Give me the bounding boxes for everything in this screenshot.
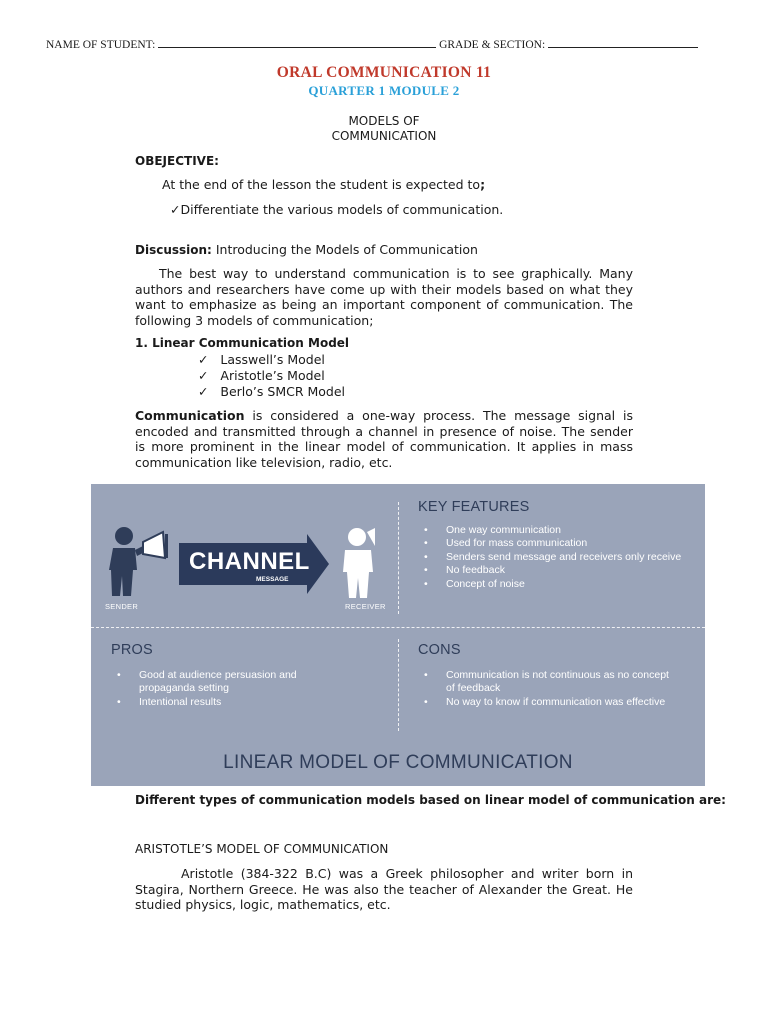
receiver-figure-icon: [335, 524, 391, 604]
discussion-line: [135, 242, 478, 259]
list-item: • Communication is not continuous as no concept of feedback: [418, 669, 678, 696]
aristotle-paragraph: Aristotle (384-322 B.C) was a Greek philosopher and writer born in Stagira, Northern Greece. He was also the teacher of Alexander the Great. He studied physics, logic, mathematics, etc.: [135, 866, 633, 912]
cons-title: CONS: [418, 642, 461, 658]
list-item: • Good at audience persuasion and propaganda setting: [111, 669, 351, 696]
course-title: ORAL COMMUNICATION 11: [276, 64, 492, 81]
objective-item: ✓Differentiate the various models of communication.: [170, 202, 504, 217]
linear-model-item-label: Lasswell’s Model: [220, 352, 325, 367]
objective-intro-punct: ;: [480, 177, 486, 192]
list-item: • No feedback: [418, 564, 698, 577]
pros-title: PROS: [111, 642, 153, 658]
list-item: • One way communication: [418, 524, 698, 537]
list-item: • Intentional results: [111, 696, 351, 709]
linear-model-infographic: [91, 484, 705, 786]
linear-model-item: ✓ Lasswell’s Model: [198, 352, 325, 367]
discussion-topic: Introducing the Models of Communication: [211, 242, 478, 257]
linear-model-item-label: Berlo’s SMCR Model: [220, 384, 346, 399]
student-name-label: NAME OF STUDENT:: [46, 39, 156, 51]
list-item: • Senders send message and receivers only receive: [418, 551, 698, 564]
student-name-blank: [158, 38, 436, 48]
message-label: MESSAGE: [256, 576, 289, 583]
objective-intro-text: At the end of the lesson the student is expected to: [162, 177, 481, 192]
student-info-line: [46, 38, 722, 51]
discussion-paragraph: The best way to understand communication is to see graphically. Many authors and researchers have come up with their models based on what they want to emphasize as being an important component of communication. The following 3 models of communication;: [135, 266, 633, 328]
discussion-label: Discussion:: [135, 243, 212, 257]
grade-section-blank: [548, 38, 698, 48]
model-types-heading: Different types of communication models based on linear model of communication are:: [135, 793, 726, 807]
channel-label: CHANNEL: [189, 548, 310, 575]
objective-intro: [162, 177, 485, 193]
infographic-footer-title: LINEAR MODEL OF COMMUNICATION: [223, 752, 573, 773]
linear-model-item-label: Aristotle’s Model: [220, 368, 325, 383]
cons-list: [418, 669, 678, 709]
divider-horizontal: [91, 627, 705, 628]
communication-term: Communication: [135, 408, 245, 423]
grade-section-label: GRADE & SECTION:: [439, 39, 546, 51]
aristotle-heading: ARISTOTLE’S MODEL OF COMMUNICATION: [135, 842, 389, 856]
module-title: QUARTER 1 MODULE 2: [308, 83, 460, 98]
list-item: • Concept of noise: [418, 578, 698, 591]
communication-description-text: is considered a one-way process. The message signal is encoded and transmitted through a channel in presence of noise. The sender is more prominent in the linear model of communication. It applies in mass communication like television, radio, etc.: [135, 408, 633, 470]
key-features-title: KEY FEATURES: [418, 499, 530, 515]
linear-model-heading: 1. Linear Communication Model: [135, 336, 350, 350]
key-features-list: [418, 524, 698, 591]
linear-model-item: ✓ Berlo’s SMCR Model: [198, 384, 346, 399]
topic-title-line1: MODELS OF: [348, 114, 420, 128]
sender-label: SENDER: [105, 602, 139, 611]
list-item: • Used for mass communication: [418, 537, 698, 550]
topic-title-line2: COMMUNICATION: [331, 129, 437, 143]
pros-list: [111, 669, 351, 709]
divider-vertical-bottom: [398, 639, 399, 731]
divider-vertical-top: [398, 502, 399, 614]
linear-model-item: ✓ Aristotle’s Model: [198, 368, 325, 383]
objective-heading: OBEJECTIVE:: [135, 154, 219, 168]
sender-figure-icon: [91, 524, 181, 604]
list-item: • No way to know if communication was effective: [418, 696, 678, 709]
receiver-label: RECEIVER: [345, 602, 386, 611]
communication-description: [135, 408, 633, 470]
